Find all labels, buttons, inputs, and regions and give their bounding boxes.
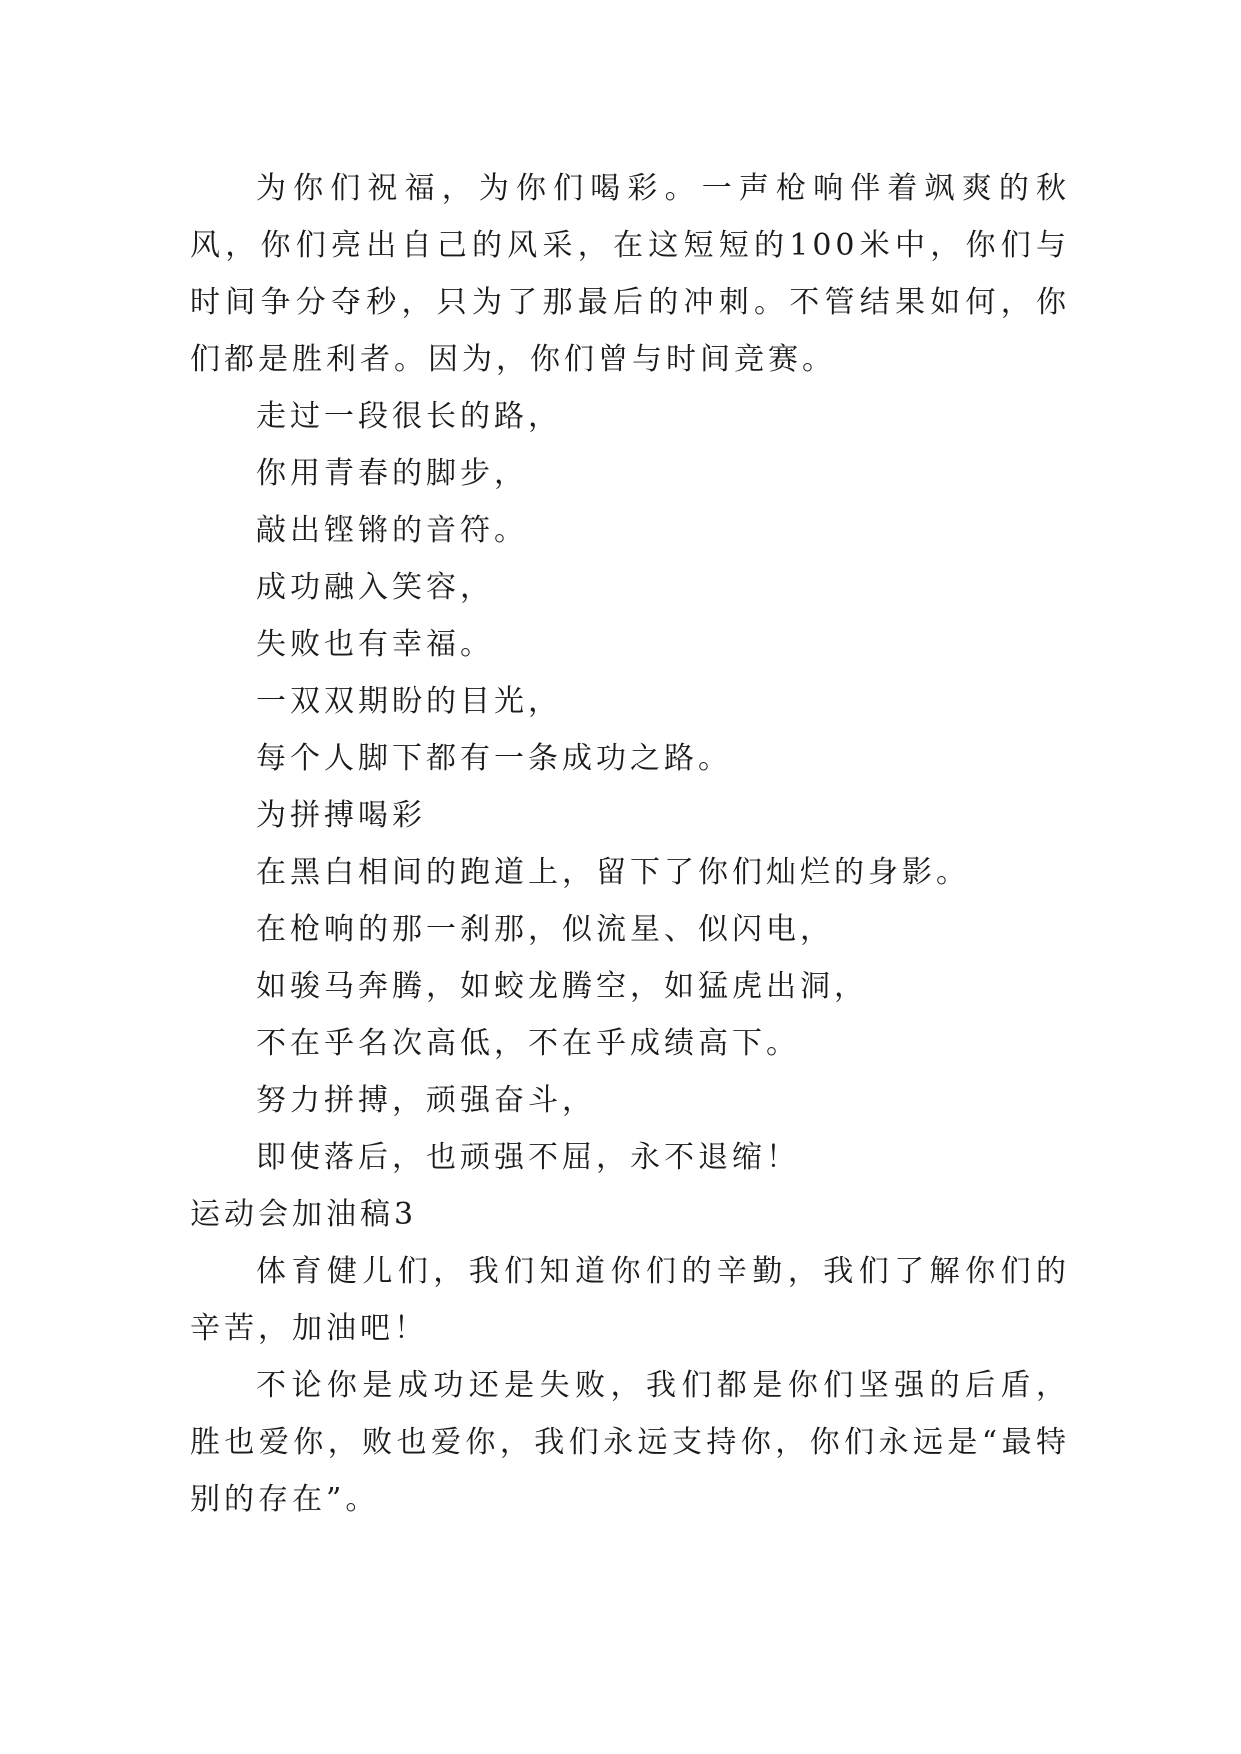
poem-line: 你用青春的脚步， <box>256 456 528 491</box>
poem-line: 在枪响的那一刹那，似流星、似闪电， <box>256 912 834 947</box>
poem-title: 为拼搏喝彩 <box>256 798 426 833</box>
paragraph: 体育健儿们，我们知道你们的辛勤，我们了解你们的辛苦，加油吧！ <box>190 1254 1070 1346</box>
poem-line: 一双双期盼的目光， <box>256 684 562 719</box>
poem-line: 不在乎名次高低，不在乎成绩高下。 <box>256 1026 800 1061</box>
poem-line: 敲出铿锵的音符。 <box>256 513 528 548</box>
poem-line: 如骏马奔腾，如蛟龙腾空，如猛虎出洞， <box>256 969 868 1004</box>
paragraph: 不论你是成功还是失败，我们都是你们坚强的后盾，胜也爱你，败也爱你，我们永远支持你，你们永远是“最特别的存在”。 <box>190 1368 1070 1517</box>
poem-line: 每个人脚下都有一条成功之路。 <box>256 741 732 776</box>
section-title: 运动会加油稿3 <box>190 1197 418 1232</box>
poem <box>190 844 1070 1186</box>
poem-line: 走过一段很长的路， <box>256 399 562 434</box>
poem-line: 在黑白相间的跑道上，留下了你们灿烂的身影。 <box>256 855 970 890</box>
poem-line: 失败也有幸福。 <box>256 627 494 662</box>
poem-line: 即使落后，也顽强不屈，永不退缩！ <box>256 1140 800 1175</box>
poem-line: 成功融入笑容， <box>256 570 494 605</box>
poem-line: 努力拼搏，顽强奋斗， <box>256 1083 596 1118</box>
paragraph: 为你们祝福，为你们喝彩。一声枪响伴着飒爽的秋风，你们亮出自己的风采，在这短短的100米中，你们与时间争分夺秒，只为了那最后的冲刺。不管结果如何，你们都是胜利者。因为，你们曾与时间竞赛。 <box>190 171 1070 377</box>
poem <box>190 388 1070 787</box>
document-body <box>190 160 1070 1528</box>
